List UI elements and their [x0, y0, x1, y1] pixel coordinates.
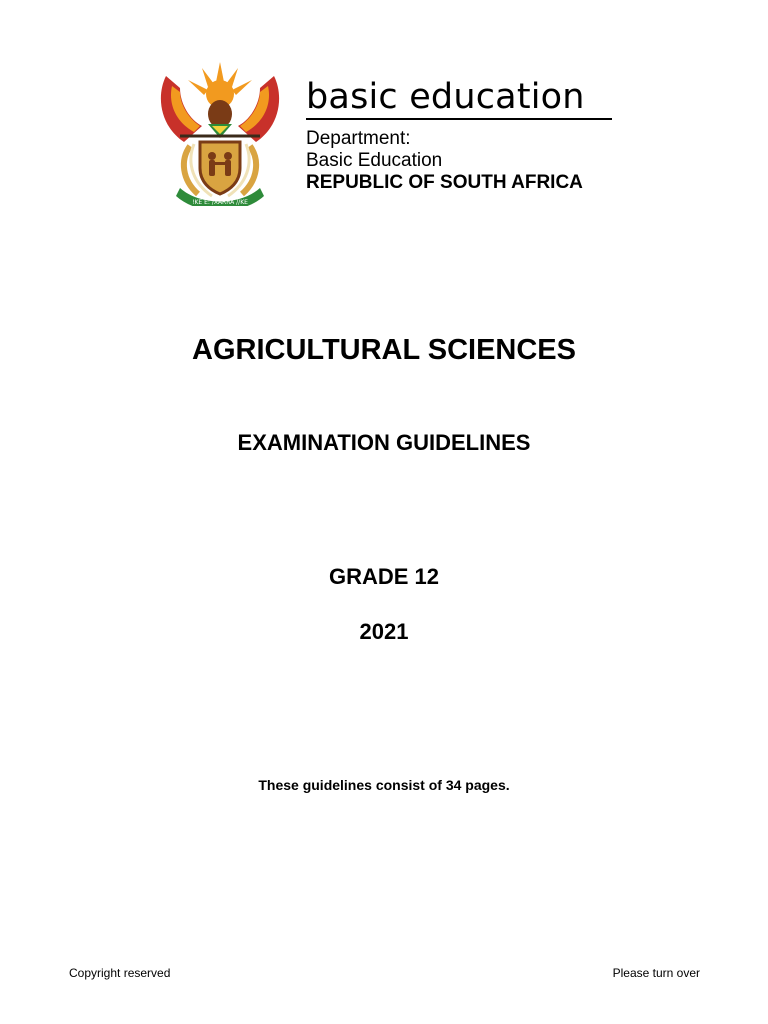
motto-text: !KE E: /XARRA //KE	[192, 199, 248, 206]
page-count-note: These guidelines consist of 34 pages.	[258, 777, 510, 793]
coat-of-arms-emblem	[150, 56, 290, 206]
subject-title: AGRICULTURAL SCIENCES	[192, 334, 576, 366]
grade-label: GRADE 12	[328, 564, 440, 589]
brand-divider	[306, 118, 612, 120]
document-type: EXAMINATION GUIDELINES	[237, 430, 531, 455]
letterhead	[140, 48, 620, 216]
footer-turn-over: Please turn over	[612, 966, 700, 980]
brand-block	[306, 78, 616, 194]
department-name: Basic Education	[306, 150, 443, 171]
country-name: REPUBLIC OF SOUTH AFRICA	[306, 172, 583, 193]
year-label: 2021	[359, 619, 409, 644]
coat-of-arms-icon	[150, 56, 290, 206]
department-label: Department:	[306, 128, 411, 149]
brand-title: basic education	[306, 77, 585, 117]
footer-copyright: Copyright reserved	[69, 966, 171, 980]
